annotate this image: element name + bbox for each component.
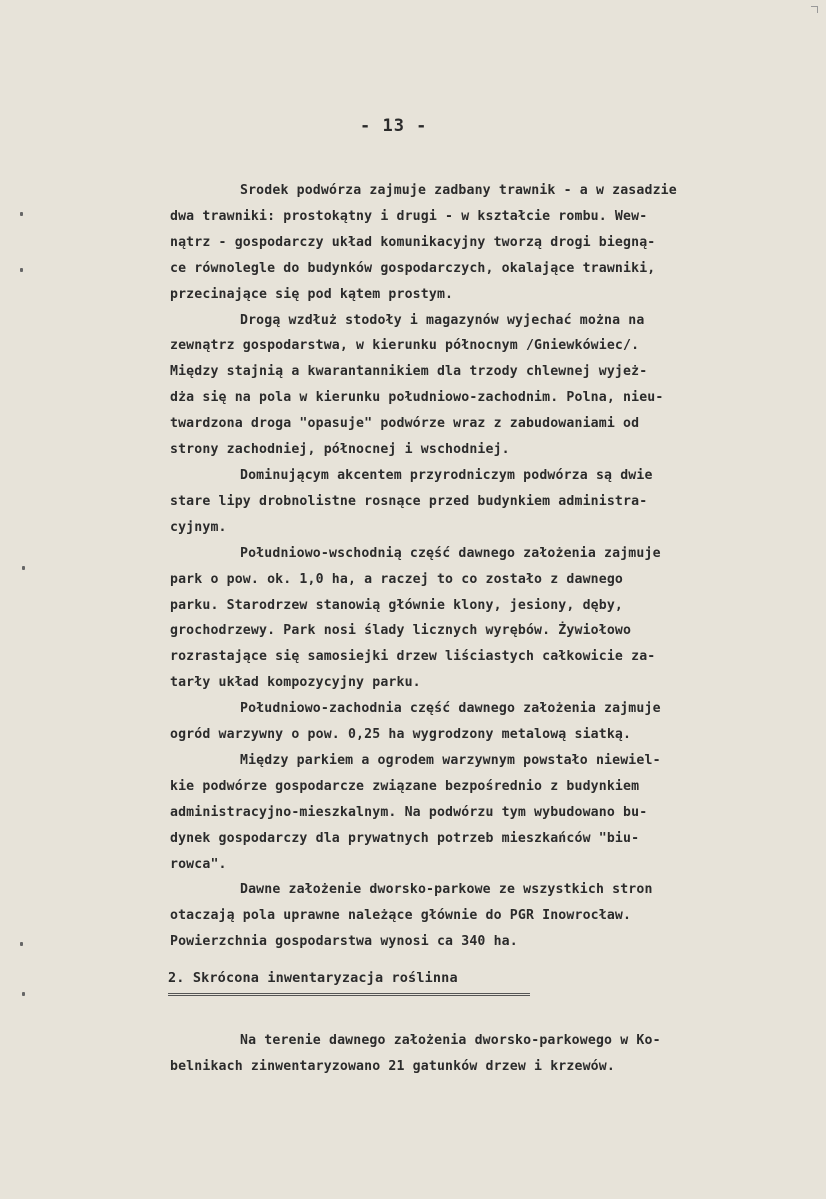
text-line: tarły układ kompozycyjny parku.: [170, 675, 421, 691]
paragraph-park: [170, 541, 770, 696]
text-line: Dawne założenie dworsko-parkowe ze wszystkich stron: [240, 882, 653, 898]
text-line: Między stajnią a kwarantannikiem dla trzody chlewnej wyjeż-: [170, 364, 648, 380]
text-line: ogród warzywny o pow. 0,25 ha wygrodzony metalową siatką.: [170, 727, 632, 743]
text-line: grochodrzewy. Park nosi ślady licznych wyrębów. Żywiołowo: [170, 623, 632, 639]
text-line: stare lipy drobnolistne rosnące przed budynkiem administra-: [170, 493, 648, 509]
text-line: rowca".: [170, 856, 227, 872]
margin-mark: [22, 566, 25, 570]
margin-mark: [20, 268, 23, 272]
section-heading: 2. Skrócona inwentaryzacja roślinna: [168, 970, 458, 986]
text-line: zewnątrz gospodarstwa, w kierunku północnym /Gniewkówiec/.: [170, 338, 640, 354]
heading-underline: [168, 993, 530, 996]
paragraph-roads: [170, 308, 770, 463]
margin-mark: [20, 212, 23, 216]
text-line: Powierzchnia gospodarstwa wynosi ca 340 ha.: [170, 934, 518, 950]
text-line: ce równolegle do budynków gospodarczych, okalające trawniki,: [170, 260, 656, 276]
text-line: strony zachodniej, północnej i wschodniej.: [170, 442, 510, 458]
text-line: twardzona droga "opasuje" podwórze wraz z zabudowaniami od: [170, 416, 640, 432]
text-line: Srodek podwórza zajmuje zadbany trawnik - a w zasadzie: [240, 183, 677, 198]
page-number: - 13 -: [360, 116, 428, 136]
text-line: park o pow. ok. 1,0 ha, a raczej to co zostało z dawnego: [170, 571, 624, 587]
paragraph-linden-trees: [170, 463, 770, 541]
page-corner-mark: [811, 6, 818, 13]
paragraph-vegetable-garden: [170, 696, 770, 748]
text-line: nątrz - gospodarczy układ komunikacyjny tworzą drogi biegną-: [170, 234, 656, 250]
text-line: otaczają pola uprawne należące głównie do PGR Inowrocław.: [170, 908, 632, 924]
text-line: belnikach zinwentaryzowano 21 gatunków drzew i krzewów.: [170, 1058, 615, 1074]
text-line: przecinające się pod kątem prostym.: [170, 286, 454, 302]
text-line: Między parkiem a ogrodem warzywnym powstało niewiel-: [240, 752, 661, 768]
closing-paragraph: [170, 1028, 770, 1080]
text-line: dża się na pola w kierunku południowo-zachodnim. Polna, nieu-: [170, 390, 664, 406]
text-line: Drogą wzdłuż stodoły i magazynów wyjechać można na: [240, 312, 645, 328]
paragraph-courtyard-lawn: [170, 178, 770, 308]
paragraph-farmyard: [170, 748, 770, 878]
text-line: dynek gospodarczy dla prywatnych potrzeb mieszkańców "biu-: [170, 830, 640, 846]
paragraph-surrounding-fields: [170, 877, 770, 955]
text-line: dwa trawniki: prostokątny i drugi - w kształcie rombu. Wew-: [170, 208, 648, 224]
text-line: rozrastające się samosiejki drzew liściastych całkowicie za-: [170, 649, 656, 665]
text-line: Na terenie dawnego założenia dworsko-parkowego w Ko-: [240, 1033, 661, 1048]
text-line: cyjnym.: [170, 519, 227, 535]
text-line: parku. Starodrzew stanowią głównie klony, jesiony, dęby,: [170, 597, 624, 613]
text-line: administracyjno-mieszkalnym. Na podwórzu tym wybudowano bu-: [170, 804, 648, 820]
text-line: kie podwórze gospodarcze związane bezpośrednio z budynkiem: [170, 778, 640, 794]
margin-mark: [20, 942, 23, 946]
text-line: Południowo-wschodnią część dawnego założenia zajmuje: [240, 545, 661, 561]
text-line: Dominującym akcentem przyrodniczym podwórza są dwie: [240, 467, 653, 483]
margin-mark: [22, 992, 25, 996]
text-line: Południowo-zachodnia część dawnego założenia zajmuje: [240, 701, 661, 717]
body-text: [170, 178, 770, 955]
